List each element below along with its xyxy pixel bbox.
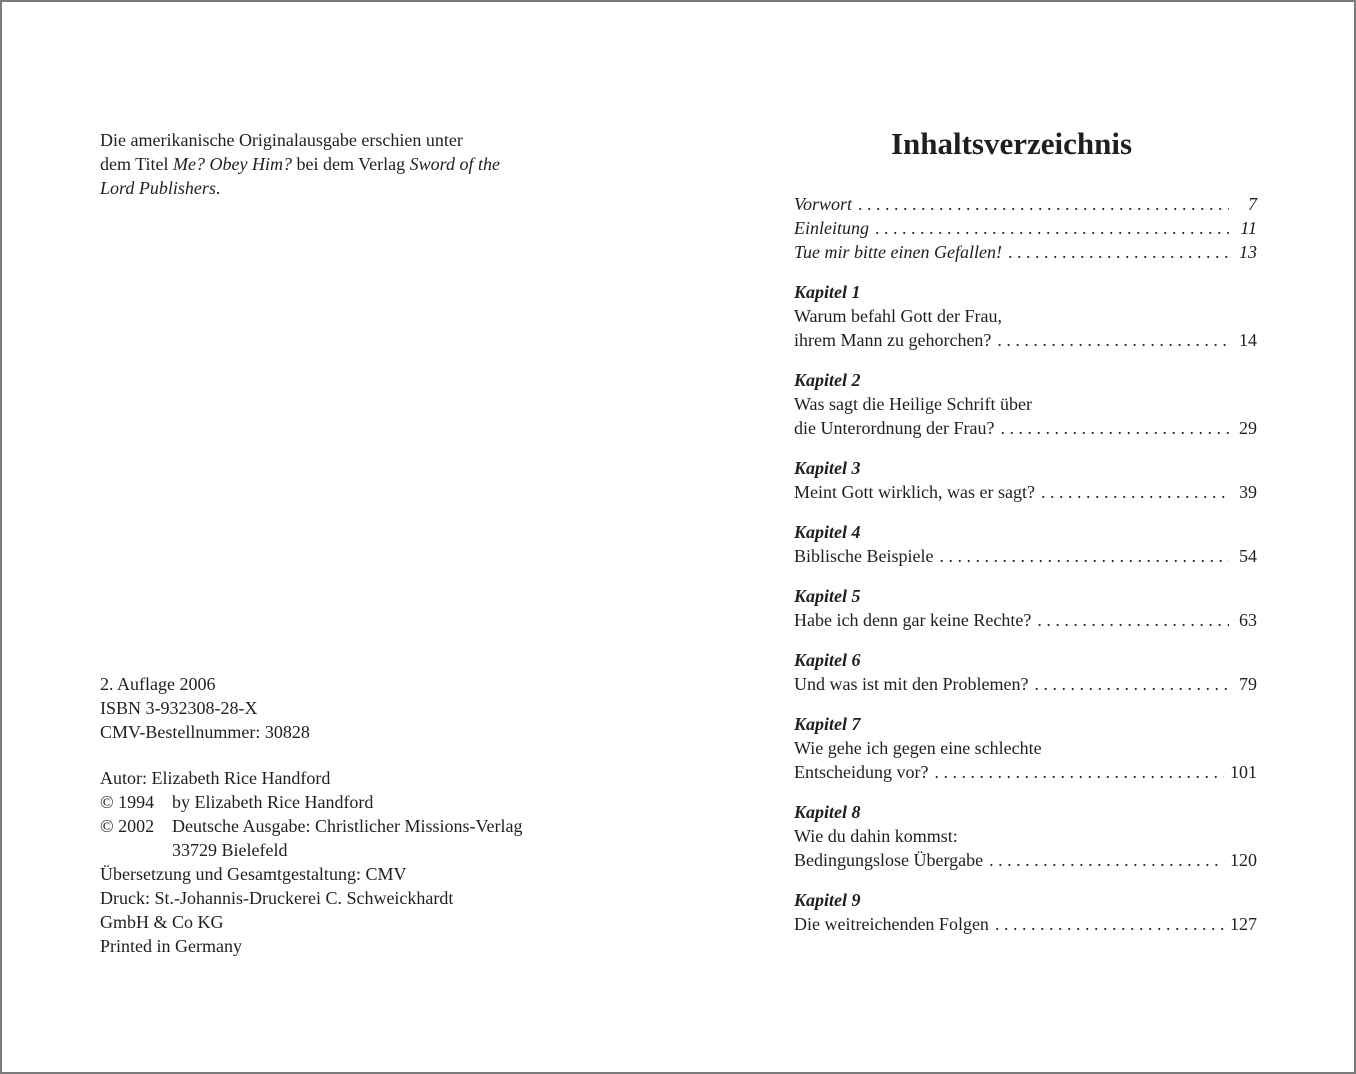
isbn: ISBN 3-932308-28-X: [100, 698, 258, 718]
chapter-label: Kapitel 5: [794, 586, 861, 606]
chapter-page: 120: [1230, 850, 1257, 870]
chapter-label: Kapitel 2: [794, 370, 861, 390]
toc-entry-label: Tue mir bitte einen Gefallen!: [794, 242, 1002, 262]
leader-dots: [997, 328, 1229, 352]
copyright-original: © 1994 by Elizabeth Rice Handford: [100, 792, 374, 812]
chapter-title-last: Die weitreichenden Folgen: [794, 914, 989, 934]
leader-dots: [1008, 240, 1229, 264]
toc-chapter-1[interactable]: [794, 280, 1257, 352]
chapter-page: 29: [1239, 418, 1257, 438]
toc-entry-page: 11: [1240, 218, 1257, 238]
intro-line-1: Die amerikanische Originalausgabe erschien unter: [100, 130, 463, 150]
chapter-title-last: ihrem Mann zu gehorchen?: [794, 330, 992, 350]
chapter-page: 54: [1239, 546, 1257, 566]
printed-in: Printed in Germany: [100, 936, 242, 956]
chapter-title-last: Und was ist mit den Problemen?: [794, 674, 1029, 694]
copyright-german: © 2002 Deutsche Ausgabe: Christlicher Missions-Verlag: [100, 816, 523, 836]
leader-dots: [989, 848, 1224, 872]
leader-dots: [1041, 480, 1229, 504]
toc-chapter-3[interactable]: [794, 456, 1257, 504]
publisher-city: 33729 Bielefeld: [172, 840, 288, 860]
toc-chapter-4[interactable]: [794, 520, 1257, 568]
order-number: CMV-Bestellnummer: 30828: [100, 722, 310, 742]
chapter-title-line: Wie gehe ich gegen eine schlechte: [794, 738, 1042, 758]
intro-line-2: dem Titel Me? Obey Him? bei dem Verlag Sword of the: [100, 154, 500, 174]
toc-front-matter: [794, 192, 1257, 264]
toc-chapter-8[interactable]: [794, 800, 1257, 872]
chapter-page: 39: [1239, 482, 1257, 502]
edition: 2. Auflage 2006: [100, 674, 216, 694]
toc-entry-gefallen[interactable]: [794, 240, 1257, 264]
leader-dots: [1037, 608, 1229, 632]
leader-dots: [875, 216, 1229, 240]
chapter-title-last: Entscheidung vor?: [794, 762, 929, 782]
chapter-title-line: Wie du dahin kommst:: [794, 826, 958, 846]
leader-dots: [1000, 416, 1229, 440]
chapter-title-last: Biblische Beispiele: [794, 546, 934, 566]
translation-credit: Übersetzung und Gesamtgestaltung: CMV: [100, 864, 407, 884]
chapter-page: 63: [1239, 610, 1257, 630]
publisher-name-part1: Sword of the: [409, 154, 500, 174]
toc-entry-vorwort[interactable]: [794, 192, 1257, 216]
original-edition-note: [100, 128, 580, 200]
chapter-label: Kapitel 9: [794, 890, 861, 910]
leader-dots: [1034, 672, 1229, 696]
toc-title: Inhaltsverzeichnis: [890, 126, 1133, 161]
table-of-contents: [794, 122, 1257, 936]
leader-dots: [934, 760, 1224, 784]
toc-entry-label: Vorwort: [794, 194, 853, 214]
toc-entry-label: Einleitung: [794, 218, 869, 238]
original-title: Me? Obey Him?: [173, 154, 292, 174]
leader-dots: [939, 544, 1229, 568]
leader-dots: [858, 192, 1229, 216]
toc-chapter-5[interactable]: [794, 584, 1257, 632]
leader-dots: [995, 912, 1224, 936]
printer-line-2: GmbH & Co KG: [100, 912, 224, 932]
chapter-page: 14: [1239, 330, 1257, 350]
toc-entry-page: 13: [1239, 242, 1257, 262]
chapter-label: Kapitel 1: [794, 282, 861, 302]
chapter-label: Kapitel 8: [794, 802, 861, 822]
toc-chapter-2[interactable]: [794, 368, 1257, 440]
chapter-label: Kapitel 3: [794, 458, 861, 478]
toc-entry-page: 7: [1248, 194, 1257, 214]
chapter-label: Kapitel 4: [794, 522, 861, 542]
chapter-page: 101: [1230, 762, 1257, 782]
chapter-label: Kapitel 7: [794, 714, 861, 734]
chapter-title-last: Meint Gott wirklich, was er sagt?: [794, 482, 1035, 502]
imprint-block: [100, 672, 600, 958]
spacer: [100, 744, 600, 766]
toc-chapter-9[interactable]: [794, 888, 1257, 936]
chapter-page: 127: [1230, 914, 1257, 934]
toc-chapter-7[interactable]: [794, 712, 1257, 784]
publisher-name-part2: Lord Publishers: [100, 178, 216, 198]
chapter-page: 79: [1239, 674, 1257, 694]
chapter-title-last: Bedingungslose Übergabe: [794, 850, 984, 870]
toc-chapter-6[interactable]: [794, 648, 1257, 696]
author: Autor: Elizabeth Rice Handford: [100, 768, 331, 788]
chapter-title-last: die Unterordnung der Frau?: [794, 418, 995, 438]
chapter-title-line: Warum befahl Gott der Frau,: [794, 306, 1002, 326]
toc-entry-einleitung[interactable]: [794, 216, 1257, 240]
intro-line-3: Lord Publishers.: [100, 178, 221, 198]
printer-line-1: Druck: St.-Johannis-Druckerei C. Schweickhardt: [100, 888, 454, 908]
chapter-title-last: Habe ich denn gar keine Rechte?: [794, 610, 1032, 630]
chapter-title-line: Was sagt die Heilige Schrift über: [794, 394, 1032, 414]
chapter-label: Kapitel 6: [794, 650, 861, 670]
